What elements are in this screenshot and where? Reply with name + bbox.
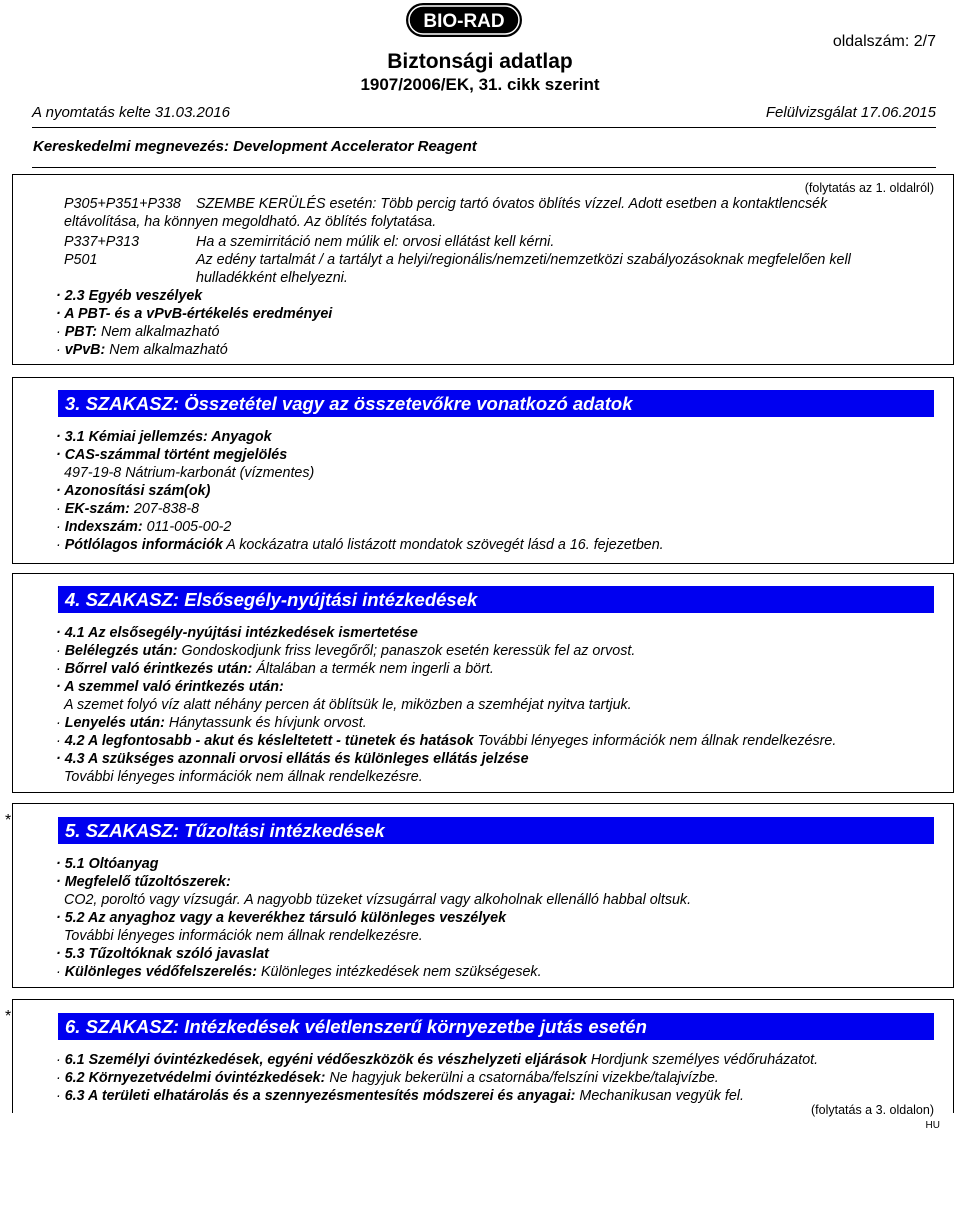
revision-star: * (5, 1008, 12, 1025)
language-code: HU (925, 1120, 940, 1131)
first-aid-desc: · 4.1 Az elsősegély-nyújtási intézkedések ismertetése (56, 625, 418, 641)
personal-precautions: · 6.1 Személyi óvintézkedések, egyéni védőeszközök és vészhelyzeti eljárások Hordjunk személyes védőruházatot. (56, 1052, 819, 1068)
inhalation-line: · Belélegzés után: Gondoskodjunk friss levegőről; panaszok esetén keressük fel az orvost. (56, 643, 636, 659)
cas-heading: · CAS-számmal történt megjelölés (56, 447, 288, 463)
box-border (12, 573, 13, 793)
section5-title: 5. SZAKASZ: Tűzoltási intézkedések (58, 817, 934, 844)
medical-attention-heading: · 4.3 A szükséges azonnali orvosi ellátás és különleges ellátás jelzése (56, 751, 529, 767)
p-text-2: Ha a szemirritáció nem múlik el: orvosi ellátást kell kérni. (196, 234, 555, 250)
bio-rad-logo (405, 2, 523, 38)
box-border (12, 999, 13, 1113)
svg-text:BIO-RAD: BIO-RAD (423, 11, 505, 32)
eye-value: A szemet folyó víz alatt néhány percen át öblítsük le, miközben a szemhéjat nyitva tartjuk. (64, 697, 632, 713)
pbt-heading: · A PBT- és a vPvB-értékelés eredményei (56, 306, 333, 322)
suitable-agents-value: CO2, poroltó vagy vízsugár. A nagyobb tüzeket vízsugárral vagy alkoholnak ellenálló habbal oltsuk. (64, 892, 692, 908)
p-text-3b: hulladékként elhelyezni. (196, 270, 348, 286)
p-code-2: P337+P313 (64, 234, 140, 250)
p-text-1b: eltávolítása, ha könnyen megoldható. Az öblítés folytatása. (64, 214, 437, 230)
ec-line: · EK-szám: 207-838-8 (56, 501, 200, 517)
environmental-precautions: · 6.2 Környezetvédelmi óvintézkedések: Ne hagyjuk bekerülni a csatornába/felszíni vizekbe/talajvízbe. (56, 1070, 719, 1086)
box-border (953, 174, 954, 365)
date-row (32, 104, 936, 121)
section3-title: 3. SZAKASZ: Összetétel vagy az összetevőkre vonatkozó adatok (58, 390, 934, 417)
section6-top-line (12, 999, 954, 1000)
containment-methods: · 6.3 A területi elhatárolás és a szennyezésmentesítés módszerei és anyagai: Mechanikusan vegyük fel. (56, 1088, 744, 1104)
firefighter-advice: · 5.3 Tűzoltóknak szóló javaslat (56, 946, 269, 962)
medical-attention-value: További lényeges információk nem állnak rendelkezésre. (64, 769, 423, 785)
section6-title: 6. SZAKASZ: Intézkedések véletlenszerű környezetbe jutás esetén (58, 1013, 934, 1040)
revision-date: Felülvizsgálat 17.06.2015 (765, 104, 936, 121)
special-hazards: · 5.2 Az anyaghoz vagy a keverékhez társuló különleges veszélyek (56, 910, 507, 926)
section5-bottom-line (12, 987, 954, 988)
document-title: Biztonsági adatlap (387, 50, 573, 73)
other-hazards: · 2.3 Egyéb veszélyek (56, 288, 203, 304)
continuation-note: (folytatás az 1. oldalról) (804, 181, 934, 195)
product-divider (32, 167, 936, 168)
ids-heading: · Azonosítási szám(ok) (56, 483, 211, 499)
p-code-3: P501 (64, 252, 98, 268)
swallow-line: · Lenyelés után: Hánytassunk és hívjunk orvost. (56, 715, 367, 731)
cas-value: 497-19-8 Nátrium-karbonát (vízmentes) (64, 465, 315, 481)
additional-info: · Pótlólagos információk A kockázatra utaló listázott mondatok szövegét lásd a 16. fejezetben. (56, 537, 664, 553)
symptoms-line: · 4.2 A legfontosabb - akut és késleltetett - tünetek és hatások További lényeges információk nem állnak rendelkezésre. (56, 733, 837, 749)
revision-star: * (5, 812, 12, 829)
box-border (12, 174, 13, 365)
box-border (953, 573, 954, 793)
print-date: A nyomtatás kelte 31.03.2016 (32, 104, 230, 121)
regulation: 1907/2006/EK, 31. cikk szerint (360, 75, 600, 94)
section5-top-line (12, 803, 954, 804)
p-code-1: P305+P351+P338 (64, 196, 181, 212)
p-text-1a: SZEMBE KERÜLÉS esetén: Több percig tartó óvatos öblítés vízzel. Adott esetben a kontaktlencsék (196, 196, 828, 212)
suitable-agents: · Megfelelő tűzoltószerek: (56, 874, 231, 890)
box-border (12, 377, 13, 564)
vpvb-line: · vPvB: Nem alkalmazható (56, 342, 228, 358)
box-border (953, 803, 954, 987)
protective-equipment: · Különleges védőfelszerelés: Különleges intézkedések nem szükségesek. (56, 964, 542, 980)
extinguishing-media: · 5.1 Oltóanyag (56, 856, 159, 872)
box-border (12, 803, 13, 987)
box-border (953, 377, 954, 564)
page-number: oldalszám: 2/7 (832, 33, 936, 50)
header-divider (32, 127, 936, 128)
eye-heading: · A szemmel való érintkezés után: (56, 679, 284, 695)
box-border (953, 999, 954, 1113)
skin-line: · Bőrrel való érintkezés után: Általában a termék nem ingerli a bört. (56, 661, 494, 677)
product-name: Kereskedelmi megnevezés: Development Accelerator Reagent (33, 138, 477, 155)
section4-title: 4. SZAKASZ: Elsősegély-nyújtási intézkedések (58, 586, 934, 613)
continued-note: (folytatás a 3. oldalon) (811, 1103, 934, 1117)
chem-char: · 3.1 Kémiai jellemzés: Anyagok (56, 429, 272, 445)
pbt-line: · PBT: Nem alkalmazható (56, 324, 220, 340)
p-text-3a: Az edény tartalmát / a tartályt a helyi/regionális/nemzeti/nemzetközi szabályozásoknak megfelelően kell (196, 252, 851, 268)
special-hazards-value: További lényeges információk nem állnak rendelkezésre. (64, 928, 423, 944)
index-line: · Indexszám: 011-005-00-2 (56, 519, 232, 535)
